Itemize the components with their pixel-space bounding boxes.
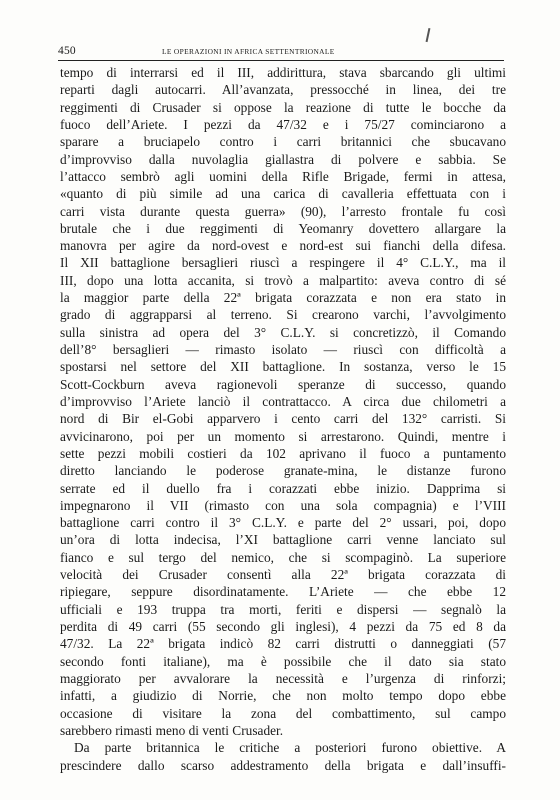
text-line: sparare a bruciapelo contro i carri britannici che sbucavano <box>60 134 506 150</box>
text-line: sulla sinistra ad opera del 3° C.L.Y. si concretizzò, il Comando <box>60 324 506 340</box>
text-line: prescindere dallo scarso addestramento della brigata e dall’insuffi- <box>60 757 506 773</box>
text-line: Scott-Cockburn aveva ragionevoli speranze di successo, quando <box>60 376 506 392</box>
pencil-mark <box>426 28 430 42</box>
text-line: maggiorato per avvalorare la necessità e l’urgenza di rinforzi; <box>60 670 506 686</box>
text-line: d’improvviso dalla nuvolaglia giallastra di polvere e sabbia. Se <box>60 151 506 167</box>
text-line: Il XII battaglione bersaglieri riuscì a respingere il 4° C.L.Y., ma il <box>60 255 506 271</box>
text-line: fuoco dell’Ariete. I pezzi da 47/32 e i 75/27 cominciarono a <box>60 116 506 132</box>
text-line: avvicinarono, poi per un momento si arrestarono. Quindi, mentre i <box>60 428 506 444</box>
body-text <box>60 64 506 774</box>
text-line: sette pezzi mobili costieri da 102 aprivano il fuoco a puntamento <box>60 445 506 461</box>
text-line: l’attacco sembrò agli uomini della Rifle Brigade, fermi in attesa, <box>60 168 506 184</box>
text-line: un’ora di lotta indecisa, l’XI battaglione carri venne lanciato sul <box>60 532 506 548</box>
text-line: sarebbero rimasti meno di venti Crusader. <box>60 722 284 738</box>
text-line: nord di Bir el-Gobi apparvero i cento carri del 132° carristi. Si <box>60 411 506 427</box>
text-line: manovra per agire da nord-ovest e nord-est sui fianchi della difesa. <box>60 238 506 254</box>
text-line: fianco e sul tergo del nemico, che si scompaginò. La superiore <box>60 549 506 565</box>
text-line: diretto lanciando le poderose granate-mina, le distanze furono <box>60 463 506 479</box>
text-line: impegnarono il VII (rimasto con una sola compagnia) e l’VIII <box>60 497 506 513</box>
running-head: LE OPERAZIONI IN AFRICA SETTENTRIONALE <box>162 47 335 56</box>
text-line: reparti dagli autocarri. All’avanzata, pressocché in linea, dei tre <box>60 82 506 98</box>
text-line: grado di aggrapparsi al terreno. Si crearono varchi, l’avvolgimento <box>60 307 506 323</box>
text-line: perdita di 49 carri (55 secondo gli inglesi), 4 pezzi da 75 ed 8 da <box>60 619 506 634</box>
text-line: reggimenti di Crusader si oppose la reazione di tutte le bocche da <box>60 99 506 115</box>
text-line: battaglione carri contro il 3° C.L.Y. e parte del 2° ussari, poi, dopo <box>60 515 506 531</box>
text-line: dell’8° bersaglieri — rimasto isolato — riuscì con difficoltà a <box>60 342 506 357</box>
text-line: ufficiali e 193 truppa tra morti, feriti e dispersi — segnalò la <box>60 601 506 617</box>
text-line: velocità dei Crusader consentì alla 22ª brigata corazzata di <box>60 567 506 583</box>
text-line: infatti, a giudizio di Norrie, che non molto tempo dopo ebbe <box>60 688 506 704</box>
text-line: brutale che i due reggimenti di Yeomanry dovettero allargare la <box>60 220 506 236</box>
page-number: 450 <box>58 45 76 57</box>
text-line: secondo fonti italiane), ma è possibile che il dato sia stato <box>60 653 506 669</box>
text-line: spostarsi nel settore del XII battaglione. In sostanza, verso le 15 <box>60 359 506 375</box>
text-line: tempo di interrarsi ed il III, addirittura, stava sbarcando gli ultimi <box>60 65 506 80</box>
text-line: Da parte britannica le critiche a posteriori furono obiettive. A <box>74 740 506 756</box>
text-line: III, dopo una lotta accanita, si trovò a malpartito: aveva contro di sé <box>60 272 506 288</box>
text-line: la maggior parte della 22ª brigata corazzata e non era stato in <box>60 290 506 306</box>
text-line: serrate ed il duello fra i corazzati ebbe inizio. Dapprima si <box>60 480 506 496</box>
text-line: «quanto di più simile ad una carica di cavalleria effettuata con i <box>60 186 506 202</box>
text-line: d’improvviso l’Ariete lanciò il contrattacco. A circa due chilometri a <box>60 393 506 409</box>
text-line: carri vista durante questa guerra» (90), l’arresto frontale fu così <box>60 203 506 219</box>
page-header <box>58 44 504 61</box>
text-line: 47/32. La 22ª brigata indicò 82 carri distrutti o danneggiati (57 <box>60 636 506 652</box>
text-line: occasione di visitare la zona del combattimento, sul campo <box>60 705 506 721</box>
text-line: ripiegare, seppure disordinatamente. L’Ariete — che ebbe 12 <box>60 584 506 600</box>
